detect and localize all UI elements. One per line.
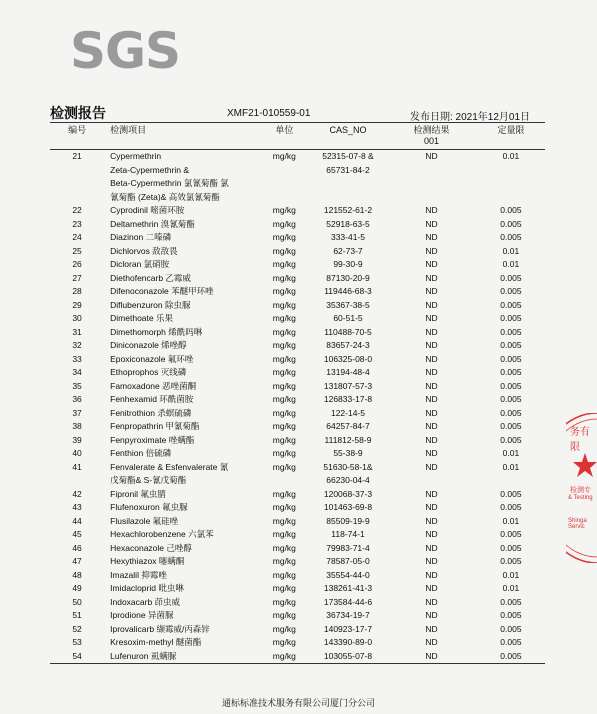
cell-item: Imazalil 抑霉唑 — [110, 569, 167, 580]
cell-no: 49 — [72, 583, 82, 593]
cell-item: Hexythiazox 噻螨酮 — [110, 556, 185, 566]
cell-limit — [477, 474, 545, 488]
table-row — [50, 326, 545, 340]
table-header — [50, 123, 545, 150]
table-row — [50, 474, 545, 488]
cell-no: 39 — [72, 434, 82, 445]
cell-limit: 0.01 — [502, 259, 520, 269]
cell-limit: 0.005 — [500, 313, 522, 323]
table-row — [50, 434, 545, 448]
cell-no: 32 — [72, 340, 82, 350]
table-row — [50, 636, 545, 650]
cell-result: ND — [425, 637, 438, 647]
cell-item: Deltamethrin 溴氰菊酯 — [110, 218, 195, 229]
cell-item: Dimethoate 乐果 — [110, 313, 173, 323]
cell-cas: 65731-84-2 — [326, 164, 370, 175]
cell-unit — [259, 177, 310, 191]
table-row — [50, 447, 545, 461]
cell-no: 52 — [72, 623, 82, 634]
cell-no: 37 — [72, 407, 82, 418]
table-row — [50, 218, 545, 232]
cell-item: Fipronil 氟虫腈 — [110, 488, 166, 499]
cell-item: Flusilazole 氟硅唑 — [110, 515, 179, 526]
cell-cas: 121552-61-2 — [323, 205, 373, 215]
cell-limit: 0.005 — [500, 637, 522, 647]
cell-result: ND — [425, 367, 438, 377]
cell-no: 47 — [72, 556, 82, 566]
cell-cas: 122-14-5 — [330, 407, 365, 418]
cell-result: ND — [425, 218, 438, 229]
cell-no: 21 — [72, 151, 82, 161]
cell-no: 29 — [72, 299, 82, 310]
cell-limit: 0.005 — [500, 340, 522, 350]
cell-no: 24 — [72, 232, 82, 242]
table-row — [50, 461, 545, 475]
cell-result: ND — [386, 650, 477, 664]
cell-unit: mg/kg — [272, 299, 296, 310]
cell-unit: mg/kg — [272, 542, 296, 553]
table-row — [50, 177, 545, 191]
cell-result: ND — [425, 299, 438, 310]
cell-cas: 143390-89-0 — [323, 637, 373, 647]
cell-no — [50, 177, 104, 191]
cell-limit: 0.005 — [500, 380, 522, 391]
seal-mid-text: 检测专 — [570, 487, 591, 494]
cell-no: 33 — [72, 353, 82, 364]
cell-cas: 79983-71-4 — [326, 542, 370, 553]
cell-result: ND — [425, 232, 438, 242]
cell-limit — [477, 191, 545, 205]
cell-limit: 0.005 — [500, 205, 522, 215]
col-header-limit: 定量限 — [477, 123, 545, 150]
cell-unit: mg/kg — [272, 529, 296, 539]
cell-item: Diniconazole 烯唑醇 — [110, 340, 187, 350]
table-row — [50, 393, 545, 407]
issue-date: 发布日期: 2021年12月01日 — [410, 112, 531, 123]
table-row — [50, 285, 545, 299]
cell-cas — [310, 177, 386, 191]
cell-unit: mg/kg — [272, 272, 296, 283]
cell-item: 氰菊酯 (Zeta)& 高效氯氰菊酯 — [110, 191, 220, 202]
cell-limit: 0.01 — [502, 461, 520, 472]
table-row — [50, 596, 545, 610]
table-row — [50, 164, 545, 178]
col-header-unit: 单位 — [259, 123, 310, 150]
seal-top-text: 务有限 — [570, 427, 590, 453]
report-number: XMF21-010559-01 — [227, 108, 311, 119]
cell-no: 23 — [72, 218, 82, 229]
cell-no: 35 — [72, 380, 82, 391]
cell-unit: mg/kg — [272, 286, 296, 296]
results-table — [50, 122, 545, 664]
cell-result: ND — [425, 380, 438, 391]
cell-cas: 78587-05-0 — [326, 556, 370, 566]
cell-unit: mg/kg — [272, 218, 296, 229]
cell-limit: 0.005 — [477, 650, 545, 664]
cell-unit: mg/kg — [272, 488, 296, 499]
table-row — [50, 312, 545, 326]
cell-cas: 87130-20-9 — [326, 272, 370, 283]
cell-unit: mg/kg — [272, 461, 296, 472]
cell-limit: 0.005 — [500, 529, 522, 539]
table-row — [50, 339, 545, 353]
table-row — [50, 528, 545, 542]
cell-result: ND — [425, 529, 438, 539]
cell-unit: mg/kg — [272, 151, 296, 161]
cell-limit: 0.005 — [500, 232, 522, 242]
cell-no: 44 — [72, 515, 82, 526]
cell-result — [386, 191, 477, 205]
cell-unit: mg/kg — [272, 394, 296, 404]
cell-item: Fenvalerate & Esfenvalerate 氰 — [110, 461, 229, 472]
cell-unit: mg/kg — [272, 367, 296, 377]
col-header-item: 检测项目 — [104, 123, 259, 150]
sgs-logo: SGS — [70, 22, 181, 80]
cell-unit: mg/kg — [272, 340, 296, 350]
cell-limit: 0.01 — [502, 245, 520, 256]
cell-item: Epoxiconazole 氟环唑 — [110, 353, 194, 364]
table-row — [50, 555, 545, 569]
cell-limit: 0.005 — [500, 326, 522, 337]
table-row — [50, 623, 545, 637]
table-row — [50, 231, 545, 245]
cell-item: Diflubenzuron 除虫脲 — [110, 299, 191, 310]
seal-bottom-text: Shinga Servic — [568, 518, 587, 530]
cell-cas: 333-41-5 — [330, 232, 365, 242]
cell-result: ND — [425, 542, 438, 553]
table-row — [50, 582, 545, 596]
cell-unit: mg/kg — [272, 569, 296, 580]
cell-result: ND — [425, 448, 438, 458]
cell-result: ND — [425, 610, 438, 620]
cell-no — [50, 191, 104, 205]
cell-result — [386, 474, 477, 488]
cell-cas: 52315-07-8 & — [322, 151, 374, 161]
cell-cas: 35367-38-5 — [326, 299, 370, 310]
cell-result: ND — [425, 340, 438, 350]
cell-cas: 35554-44-0 — [326, 569, 370, 580]
cell-unit: mg/kg — [272, 353, 296, 364]
cell-item: Iprovalicarb 缬霉威/丙森锌 — [110, 623, 210, 634]
cell-no — [50, 474, 104, 488]
cell-limit: 0.01 — [502, 448, 520, 458]
cell-result: ND — [425, 488, 438, 499]
cell-limit: 0.005 — [500, 367, 522, 377]
cell-cas: 64257-84-7 — [326, 421, 370, 431]
cell-result: ND — [425, 151, 438, 161]
table-row — [50, 272, 545, 286]
cell-no: 40 — [72, 448, 82, 458]
cell-limit: 0.005 — [500, 394, 522, 404]
cell-cas — [310, 191, 386, 205]
table-row — [50, 609, 545, 623]
col-header-no: 编号 — [50, 123, 104, 150]
cell-item: Fenthion 倍硫磷 — [110, 448, 172, 458]
cell-item: Kresoxim-methyl 醚菌酯 — [110, 637, 202, 647]
col-header-result — [386, 123, 477, 150]
cell-unit: mg/kg — [272, 380, 296, 391]
seal-sub-text: & Testing — [568, 495, 593, 501]
cell-result: ND — [425, 421, 438, 431]
table-row — [50, 380, 545, 394]
cell-limit: 0.005 — [500, 407, 522, 418]
cell-no: 43 — [72, 502, 82, 512]
cell-result — [386, 164, 477, 178]
cell-item: Fenpropathrin 甲氰菊酯 — [110, 421, 200, 431]
cell-limit: 0.005 — [500, 286, 522, 296]
cell-limit: 0.01 — [502, 583, 520, 593]
cell-no: 26 — [72, 259, 82, 269]
company-seal — [566, 413, 597, 563]
cell-limit: 0.005 — [500, 502, 522, 512]
cell-no: 54 — [50, 650, 104, 664]
cell-item: Diethofencarb 乙霉威 — [110, 272, 191, 283]
cell-result: ND — [425, 353, 438, 364]
cell-result — [386, 177, 477, 191]
cell-item: Zeta-Cypermethrin & — [110, 164, 190, 175]
cell-limit — [477, 177, 545, 191]
cell-limit: 0.005 — [500, 596, 522, 607]
table-row — [50, 420, 545, 434]
cell-limit: 0.005 — [500, 218, 522, 229]
cell-result: ND — [425, 502, 438, 512]
cell-item: Fenhexamid 环酰菌胺 — [110, 394, 194, 404]
cell-cas: 110488-70-5 — [324, 326, 372, 337]
cell-result: ND — [425, 556, 438, 566]
cell-item: Lufenuron 虱螨脲 — [104, 650, 259, 664]
cell-no: 31 — [72, 326, 82, 337]
cell-limit: 0.005 — [500, 623, 522, 634]
cell-item: Dichlorvos 敌敌畏 — [110, 245, 178, 256]
table-row — [50, 542, 545, 556]
cell-result: ND — [425, 205, 438, 215]
cell-unit: mg/kg — [272, 623, 296, 634]
cell-cas: 140923-17-7 — [323, 623, 373, 634]
cell-item: Dicloran 氯硝胺 — [110, 259, 170, 269]
cell-result: ND — [425, 515, 438, 526]
cell-item: Iprodione 异菌脲 — [110, 610, 174, 620]
cell-item: Ethoprophos 灭线磷 — [110, 367, 187, 377]
cell-unit: mg/kg — [272, 421, 296, 431]
cell-cas: 131807-57-3 — [323, 380, 373, 391]
cell-unit: mg/kg — [272, 407, 296, 418]
table-row — [50, 245, 545, 259]
cell-item: Beta-Cypermethrin 氯氰菊酯 氯 — [110, 178, 229, 188]
cell-item: Fenitrothion 杀螟硫磷 — [110, 407, 192, 418]
cell-no: 53 — [72, 637, 82, 647]
cell-limit: 0.005 — [500, 542, 522, 553]
cell-unit — [259, 474, 310, 488]
cell-result: ND — [425, 407, 438, 418]
cell-result: ND — [425, 623, 438, 634]
table-row — [50, 258, 545, 272]
table-row — [50, 501, 545, 515]
cell-no: 36 — [72, 394, 82, 404]
cell-cas: 119446-68-3 — [324, 286, 372, 296]
col-header-result-sample: 001 — [424, 136, 440, 146]
table-row — [50, 569, 545, 583]
cell-cas: 36734-19-7 — [326, 610, 370, 620]
cell-result: ND — [425, 461, 438, 472]
table-row — [50, 366, 545, 380]
cell-cas: 101463-69-8 — [323, 502, 373, 512]
cell-cas: 126833-17-8 — [323, 394, 373, 404]
cell-limit — [477, 164, 545, 178]
cell-cas: 106325-08-0 — [323, 353, 373, 364]
cell-unit — [259, 191, 310, 205]
cell-result: ND — [425, 313, 438, 323]
cell-cas: 83657-24-3 — [326, 340, 370, 350]
cell-limit: 0.01 — [502, 515, 520, 526]
table-row — [50, 191, 545, 205]
cell-result: ND — [425, 434, 438, 445]
cell-cas: 66230-04-4 — [326, 475, 370, 485]
report-title: 检测报告 — [50, 105, 106, 121]
cell-no: 27 — [72, 272, 82, 283]
seal-star-icon — [573, 453, 597, 477]
cell-result: ND — [425, 583, 438, 593]
cell-no — [50, 164, 104, 178]
col-header-cas: CAS_NO — [310, 123, 386, 150]
cell-cas: 55-38-9 — [333, 448, 363, 458]
cell-limit: 0.005 — [500, 434, 522, 445]
cell-no: 50 — [72, 596, 82, 607]
cell-item: Fenpyroximate 唑螨酯 — [110, 434, 195, 445]
cell-unit: mg/kg — [272, 637, 296, 647]
cell-limit: 0.005 — [500, 421, 522, 431]
footer-company: 通标标准技术服务有限公司厦门分公司 — [221, 698, 375, 708]
cell-limit: 0.01 — [502, 569, 520, 580]
cell-unit: mg/kg — [272, 515, 296, 526]
cell-result: ND — [425, 569, 438, 580]
cell-item: Dimethomorph 烯酰吗啉 — [110, 326, 203, 337]
cell-unit: mg/kg — [272, 205, 296, 215]
cell-result: ND — [425, 259, 438, 269]
cell-limit: 0.005 — [500, 299, 522, 310]
cell-cas: 85509-19-9 — [326, 515, 370, 526]
cell-item: Imidacloprid 吡虫啉 — [110, 583, 184, 593]
table-row — [50, 488, 545, 502]
cell-result: ND — [425, 245, 438, 256]
cell-unit: mg/kg — [272, 583, 296, 593]
cell-cas: 173584-44-6 — [323, 596, 373, 607]
table-row — [50, 204, 545, 218]
cell-no: 42 — [72, 488, 82, 499]
cell-unit: mg/kg — [272, 326, 296, 337]
cell-item: Hexachlorobenzene 六氯苯 — [110, 529, 214, 539]
cell-cas: 51630-58-1& — [323, 461, 373, 472]
cell-item: Cypermethrin — [110, 151, 162, 161]
cell-no: 28 — [72, 286, 82, 296]
cell-item: Hexaconazole 己唑醇 — [110, 542, 192, 553]
cell-cas: 111812-58-9 — [324, 434, 372, 445]
cell-limit: 0.005 — [500, 272, 522, 283]
table-row — [50, 407, 545, 421]
cell-cas: 138261-41-3 — [323, 583, 373, 593]
cell-unit: mg/kg — [272, 610, 296, 620]
cell-unit: mg/kg — [272, 596, 296, 607]
table-row — [50, 150, 545, 164]
cell-limit: 0.01 — [502, 151, 520, 161]
cell-result: ND — [425, 394, 438, 404]
cell-no: 25 — [72, 245, 82, 256]
cell-cas: 52918-63-5 — [326, 218, 370, 229]
cell-result: ND — [425, 596, 438, 607]
cell-item: Famoxadone 恶唑菌酮 — [110, 380, 197, 391]
cell-item: Indoxacarb 茚虫威 — [110, 596, 181, 607]
cell-no: 22 — [72, 205, 82, 215]
cell-unit: mg/kg — [272, 434, 296, 445]
cell-limit: 0.005 — [500, 556, 522, 566]
cell-cas: 118-74-1 — [331, 529, 365, 539]
table-row — [50, 299, 545, 313]
cell-unit: mg/kg — [272, 245, 296, 256]
cell-result: ND — [425, 286, 438, 296]
cell-unit: mg/kg — [272, 556, 296, 566]
cell-limit: 0.005 — [500, 353, 522, 364]
cell-no: 51 — [72, 610, 82, 620]
cell-unit — [259, 164, 310, 178]
cell-no: 34 — [72, 367, 82, 377]
cell-item: Cyprodinil 嘧菌环胺 — [110, 205, 185, 215]
cell-no: 30 — [72, 313, 82, 323]
table-row — [50, 515, 545, 529]
cell-item: 戊菊酯& S-氰戊菊酯 — [110, 475, 187, 485]
cell-result: ND — [425, 326, 438, 337]
cell-no: 41 — [72, 461, 82, 472]
cell-unit: mg/kg — [272, 502, 296, 512]
table-row — [50, 353, 545, 367]
cell-item: Difenoconazole 苯醚甲环唑 — [110, 286, 214, 296]
cell-limit: 0.005 — [500, 610, 522, 620]
cell-cas: 60-51-5 — [333, 313, 363, 323]
table-row — [50, 650, 545, 664]
cell-cas: 120068-37-3 — [323, 488, 373, 499]
cell-unit: mg/kg — [272, 259, 296, 269]
cell-no: 48 — [72, 569, 82, 580]
cell-unit: mg/kg — [272, 448, 296, 458]
cell-no: 45 — [72, 529, 82, 539]
cell-item: Flufenoxuron 氟虫脲 — [110, 502, 188, 512]
cell-cas: 62-73-7 — [333, 245, 363, 256]
cell-result: ND — [425, 272, 438, 283]
col-header-result-label: 检测结果 — [413, 125, 450, 135]
cell-cas: 13194-48-4 — [326, 367, 370, 377]
cell-cas: 103055-07-8 — [310, 650, 386, 664]
cell-limit: 0.005 — [500, 488, 522, 499]
cell-cas: 99-30-9 — [333, 259, 363, 269]
cell-unit: mg/kg — [272, 313, 296, 323]
cell-no: 46 — [72, 542, 82, 553]
cell-unit: mg/kg — [259, 650, 310, 664]
cell-item: Diazinon 二嗪磷 — [110, 232, 172, 242]
cell-no: 38 — [72, 421, 82, 431]
cell-unit: mg/kg — [272, 232, 296, 242]
